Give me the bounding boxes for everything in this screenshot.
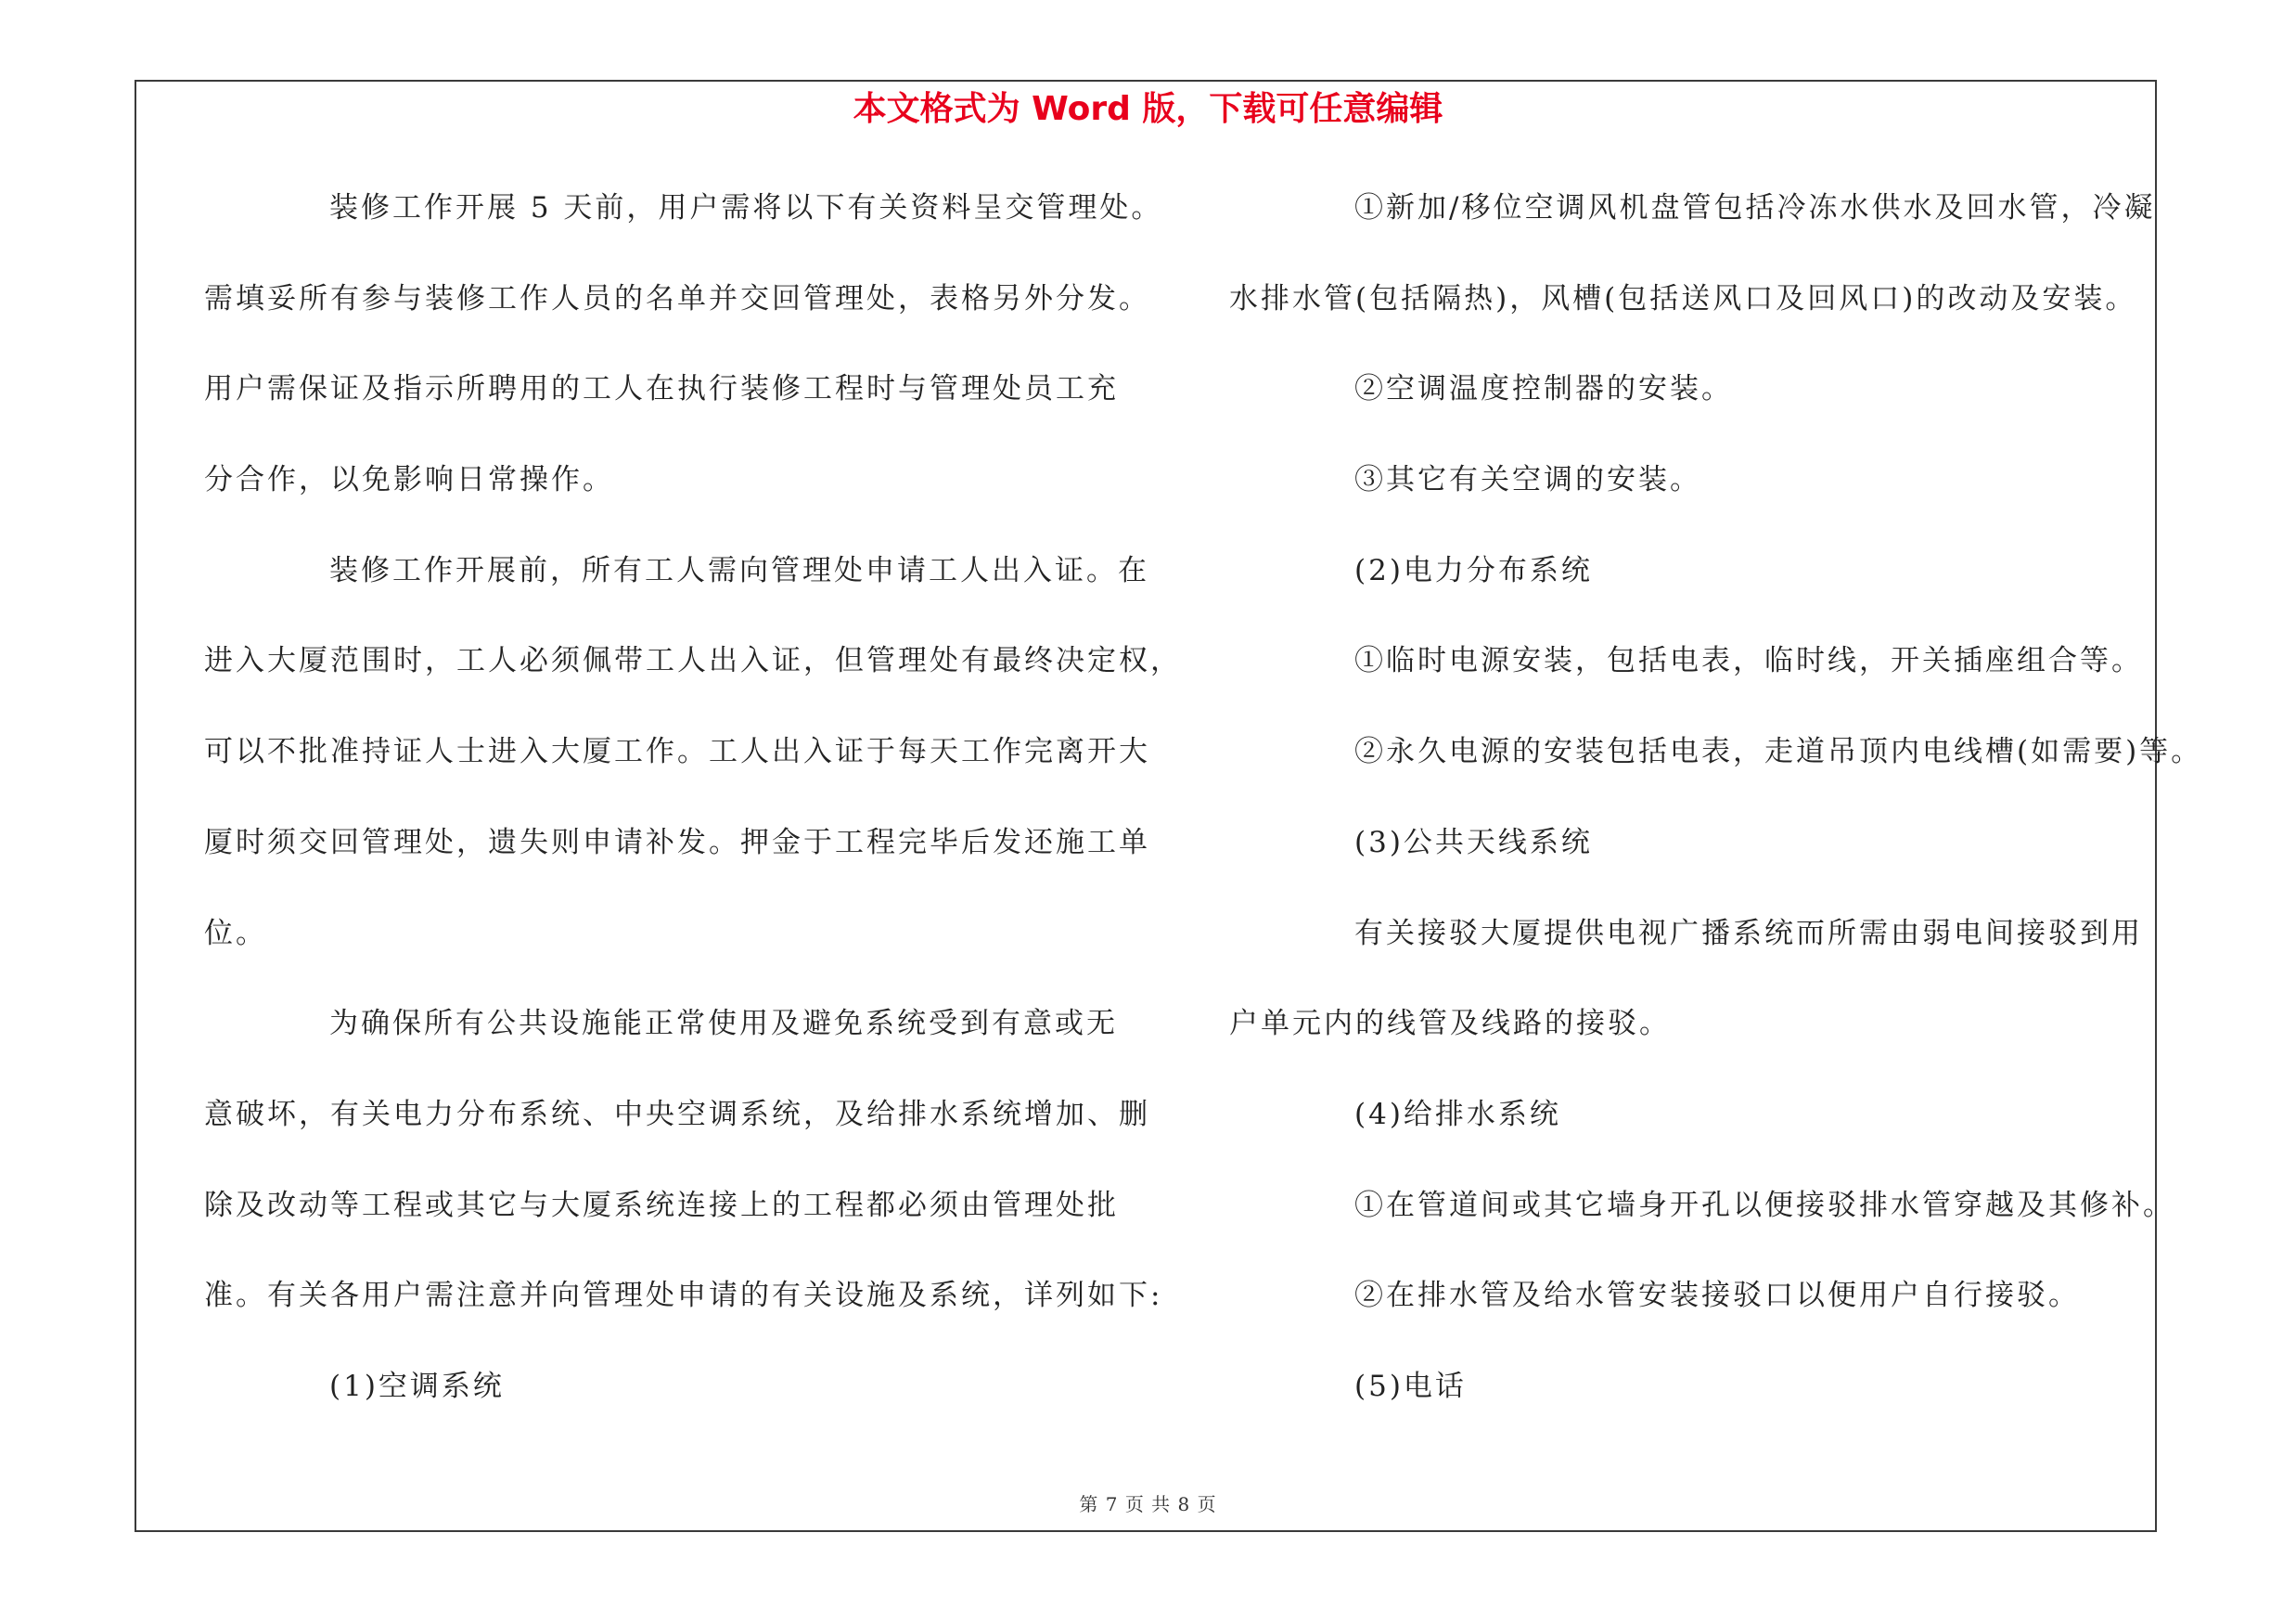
paragraph-line: (3)公共天线系统 xyxy=(1354,825,1593,859)
paragraph-line: 用户需保证及指示所聘用的工人在执行装修工程时与管理处员工充 xyxy=(204,372,1119,406)
paragraph-line: (5)电话 xyxy=(1354,1369,1467,1403)
paragraph-line: 需填妥所有参与装修工作人员的名单并交回管理处，表格另外分发。 xyxy=(204,281,1150,316)
paragraph-line: 装修工作开展前，所有工人需向管理处申请工人出入证。在 xyxy=(329,553,1149,587)
left-column xyxy=(204,182,1182,1451)
paragraph-line: 为确保所有公共设施能正常使用及避免系统受到有意或无 xyxy=(329,1007,1118,1041)
paragraph-line: 厦时须交回管理处，遗失则申请补发。押金于工程完毕后发还施工单 xyxy=(204,825,1150,859)
paragraph-line: ②在排水管及给水管安装接驳口以便用户自行接驳。 xyxy=(1354,1279,2080,1313)
page-header: 本文格式为 Word 版，下载可任意编辑 xyxy=(853,90,1443,128)
paragraph-line: 进入大厦范围时，工人必须佩带工人出入证，但管理处有最终决定权， xyxy=(204,644,1182,678)
page-number: 第 7 页 共 8 页 xyxy=(1079,1493,1217,1515)
paragraph-line: 除及改动等工程或其它与大厦系统连接上的工程都必须由管理处批 xyxy=(204,1188,1119,1222)
right-column xyxy=(1229,182,2203,1451)
paragraph-line: ③其它有关空调的安装。 xyxy=(1354,463,1701,497)
paragraph-line: 水排水管(包括隔热)，风槽(包括送风口及回风口)的改动及安装。 xyxy=(1229,281,2137,316)
paragraph-line: 户单元内的线管及线路的接驳。 xyxy=(1229,1007,1671,1041)
paragraph-line: 位。 xyxy=(204,916,267,950)
paragraph-line: ①临时电源安装，包括电表，临时线，开关插座组合等。 xyxy=(1354,644,2143,678)
paragraph-line: ②永久电源的安装包括电表，走道吊顶内电线槽(如需要)等。 xyxy=(1354,735,2203,769)
paragraph-line: ②空调温度控制器的安装。 xyxy=(1354,372,1733,406)
paragraph-line: 准。有关各用户需注意并向管理处申请的有关设施及系统，详列如下: xyxy=(204,1279,1163,1313)
paragraph-line: 意破坏，有关电力分布系统、中央空调系统，及给排水系统增加、删 xyxy=(204,1097,1150,1131)
paragraph-line: 有关接驳大厦提供电视广播系统而所需由弱电间接驳到用 xyxy=(1354,916,2143,950)
paragraph-line: 分合作，以免影响日常操作。 xyxy=(204,463,614,497)
paragraph-line: (1)空调系统 xyxy=(329,1369,505,1403)
paragraph-line: 装修工作开展 5 天前，用户需将以下有关资料呈交管理处。 xyxy=(329,191,1163,225)
paragraph-line: (2)电力分布系统 xyxy=(1354,553,1593,587)
paragraph-line: (4)给排水系统 xyxy=(1354,1097,1561,1131)
paragraph-line: 可以不批准持证人士进入大厦工作。工人出入证于每天工作完离开大 xyxy=(204,735,1150,769)
paragraph-line: ①新加/移位空调风机盘管包括冷冻水供水及回水管，冷凝 xyxy=(1354,191,2156,225)
paragraph-line: ①在管道间或其它墙身开孔以便接驳排水管穿越及其修补。 xyxy=(1354,1188,2174,1222)
